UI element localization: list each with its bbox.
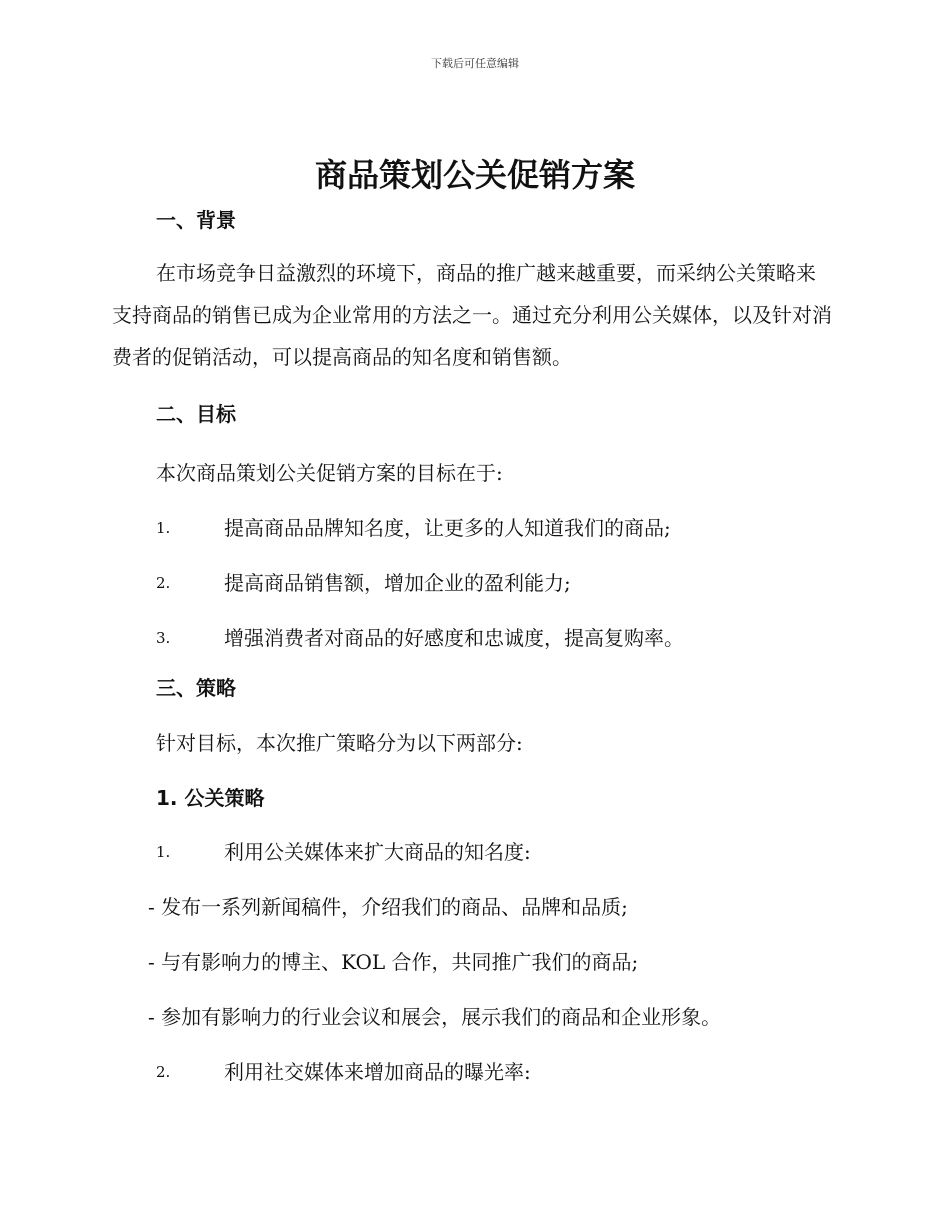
goal-item-text: 增强消费者对商品的好感度和忠诚度，提高复购率。 — [224, 626, 684, 650]
background-paragraph: 在市场竞争日益激烈的环境下，商品的推广越来越重要，而采纳公关策略来支持商品的销售已成为企业常用的方法之一。通过充分利用公关媒体，以及针对消费者的促销活动，可以提高商品的知名度和销售额。 — [112, 261, 832, 369]
header-note: 下载后可任意编辑 — [431, 57, 519, 70]
strategy-item-number: 1. — [156, 843, 171, 861]
goal-item-text: 提高商品销售额，增加企业的盈利能力; — [224, 571, 571, 595]
strategy-bullet: - 与有影响力的博主、KOL 合作，共同推广我们的商品; — [148, 950, 639, 974]
section-heading-strategy: 三、策略 — [156, 676, 236, 700]
goal-item-number: 2. — [156, 574, 171, 592]
strategy-item-text: 利用社交媒体来增加商品的曝光率: — [224, 1060, 531, 1084]
goal-item-number: 3. — [156, 629, 171, 647]
goal-item — [112, 611, 832, 666]
goals-intro: 本次商品策划公关促销方案的目标在于: — [156, 461, 503, 485]
strategy-bullet: - 参加有影响力的行业会议和展会，展示我们的商品和企业形象。 — [148, 1005, 722, 1029]
goal-item-number: 1. — [156, 519, 171, 537]
strategy-sub-heading: 1. 公关策略 — [156, 786, 265, 810]
goal-item-text: 提高商品品牌知名度，让更多的人知道我们的商品; — [224, 516, 671, 540]
strategy-bullet: - 发布一系列新闻稿件，介绍我们的商品、品牌和品质; — [148, 895, 628, 919]
goal-item — [112, 556, 832, 611]
strategy-item-number: 2. — [156, 1063, 171, 1081]
strategy-item — [112, 1045, 832, 1100]
strategy-intro: 针对目标，本次推广策略分为以下两部分: — [156, 731, 523, 755]
document-title: 商品策划公关促销方案 — [314, 156, 635, 194]
section-heading-background: 一、背景 — [156, 208, 236, 232]
strategy-item — [112, 825, 832, 880]
document-body — [112, 198, 832, 1100]
goal-item — [112, 501, 832, 556]
strategy-item-text: 利用公关媒体来扩大商品的知名度: — [224, 840, 531, 864]
section-heading-goals: 二、目标 — [156, 402, 236, 426]
